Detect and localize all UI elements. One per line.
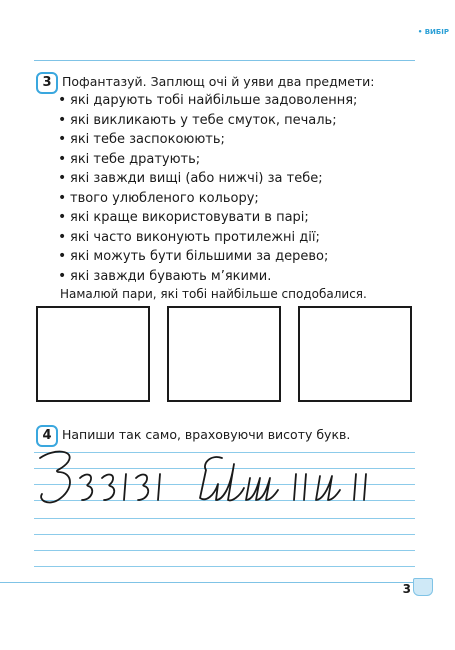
bullet-icon: • xyxy=(58,267,67,284)
bullet-icon: • xyxy=(58,189,67,206)
publisher-mark: • ВИБІР xyxy=(417,28,449,36)
draw-instruction: Намалюй пари, які тобі найбільше сподобалися. xyxy=(60,287,367,301)
list-item: • які тебе дратують; xyxy=(58,150,357,170)
bullet-icon: • xyxy=(58,92,67,108)
list-item: • які завжди бувають м’якими. xyxy=(58,267,357,287)
drawing-box-1[interactable] xyxy=(36,306,150,402)
drawing-box-2[interactable] xyxy=(167,306,281,402)
top-divider xyxy=(34,60,415,61)
ruled-line xyxy=(34,518,415,519)
bullet-icon: • xyxy=(58,209,67,225)
bullet-icon: • xyxy=(58,131,67,147)
bullet-icon: • xyxy=(58,248,67,264)
bullet-icon: • xyxy=(58,111,67,128)
cursive-sample-strokes xyxy=(34,444,415,514)
task-4-number-badge: 4 xyxy=(36,425,58,447)
task-3-list xyxy=(58,91,357,286)
page-number: 3 xyxy=(402,582,411,596)
list-item: • твого улюбленого кольору; xyxy=(58,189,357,209)
page-corner-tab xyxy=(413,578,433,596)
handwriting-area[interactable] xyxy=(34,444,415,574)
list-item: • які тебе заспокоюють; xyxy=(58,130,357,150)
bullet-icon: • xyxy=(58,228,67,245)
bullet-icon: • xyxy=(58,150,67,167)
ruled-line xyxy=(34,550,415,551)
bottom-divider xyxy=(0,582,415,583)
list-item: • які часто виконують протилежні дії; xyxy=(58,228,357,248)
list-item: • які можуть бути більшими за дерево; xyxy=(58,247,357,267)
list-item: • які викликають у тебе смуток, печаль; xyxy=(58,111,357,131)
ruled-line xyxy=(34,566,415,567)
ruled-line xyxy=(34,534,415,535)
list-item: • які завжди вищі (або нижчі) за тебе; xyxy=(58,169,357,189)
drawing-box-3[interactable] xyxy=(298,306,412,402)
task-3-number-badge: 3 xyxy=(36,72,58,94)
list-item: • які краще використовувати в парі; xyxy=(58,208,357,228)
list-item: • які дарують тобі найбільше задоволення; xyxy=(58,91,357,111)
task-4-prompt: Напиши так само, враховуючи висоту букв. xyxy=(62,427,351,442)
bullet-icon: • xyxy=(58,170,67,186)
task-3-prompt: Пофантазуй. Заплющ очі й уяви два предмети: xyxy=(62,74,375,89)
